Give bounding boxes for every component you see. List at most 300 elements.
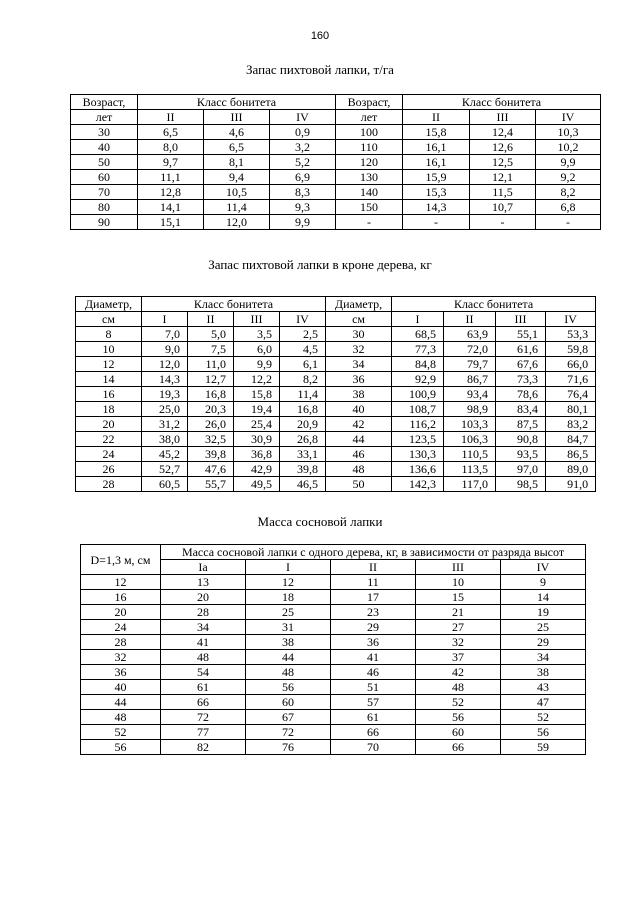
table-row: [71, 170, 601, 185]
table-cell: 15,9: [403, 170, 470, 185]
table-cell: 66: [331, 725, 416, 740]
table-cell: 130: [336, 170, 403, 185]
table-cell: 6,5: [204, 140, 270, 155]
table1-title: Запас пихтовой лапки, т/га: [246, 62, 394, 77]
table-cell: 42,9: [234, 462, 280, 477]
table-cell: 16: [76, 387, 142, 402]
table-cell: 11,4: [280, 387, 326, 402]
table-cell: 49,5: [234, 477, 280, 492]
table-cell: 80: [71, 200, 138, 215]
table-cell: 5,2: [270, 155, 336, 170]
table-cell: 40: [81, 680, 161, 695]
table-cell: 52,7: [142, 462, 188, 477]
table-cell: 123,5: [392, 432, 444, 447]
table-cell: 100: [336, 125, 403, 140]
table-cell: 6,9: [270, 170, 336, 185]
table-row: [81, 665, 586, 680]
table-cell: 9,2: [536, 170, 601, 185]
table-cell: 46: [331, 665, 416, 680]
class-col: II: [444, 312, 496, 327]
table-cell: 44: [246, 650, 331, 665]
table-cell: 37: [416, 650, 501, 665]
table-cell: 61: [161, 680, 246, 695]
table-cell: 56: [416, 710, 501, 725]
table-cell: 52: [416, 695, 501, 710]
table-cell: 76,4: [546, 387, 596, 402]
table-cell: 55,7: [188, 477, 234, 492]
table-cell: 92,9: [392, 372, 444, 387]
class-header: Класс бонитета: [142, 297, 326, 312]
table-cell: 11,0: [188, 357, 234, 372]
table-cell: 39,8: [188, 447, 234, 462]
table-cell: 83,2: [546, 417, 596, 432]
table-cell: 32: [326, 342, 392, 357]
table-cell: 60: [71, 170, 138, 185]
table-cell: -: [536, 215, 601, 230]
table-cell: 82: [161, 740, 246, 755]
table-cell: 60: [246, 695, 331, 710]
table-cell: 9,3: [270, 200, 336, 215]
table-cell: 46: [326, 447, 392, 462]
table-cell: 41: [331, 650, 416, 665]
table-cell: 78,6: [496, 387, 546, 402]
table-cell: 14: [76, 372, 142, 387]
table-cell: 7,5: [188, 342, 234, 357]
table-cell: 32: [81, 650, 161, 665]
table-cell: 73,3: [496, 372, 546, 387]
diam-header-1: Диаметр,: [76, 297, 142, 312]
table-cell: 48: [326, 462, 392, 477]
table-cell: 9,9: [234, 357, 280, 372]
table-cell: 70: [71, 185, 138, 200]
table-cell: 61: [331, 710, 416, 725]
table-cell: 30,9: [234, 432, 280, 447]
table-cell: 19: [501, 605, 586, 620]
table-cell: 50: [326, 477, 392, 492]
table-row: [76, 447, 596, 462]
table-cell: 56: [246, 680, 331, 695]
table-cell: 40: [71, 140, 138, 155]
table-cell: 32,5: [188, 432, 234, 447]
table-cell: 80,1: [546, 402, 596, 417]
table-cell: 34: [326, 357, 392, 372]
table-cell: 4,5: [280, 342, 326, 357]
class-col: II: [403, 110, 470, 125]
table-cell: 72: [161, 710, 246, 725]
age-header-1: Возраст,: [336, 95, 403, 110]
table-cell: 9,4: [204, 170, 270, 185]
table-cell: 116,2: [392, 417, 444, 432]
table-row: [76, 417, 596, 432]
table-cell: 48: [81, 710, 161, 725]
table-cell: 16,1: [403, 140, 470, 155]
table-cell: 100,9: [392, 387, 444, 402]
table-cell: 29: [331, 620, 416, 635]
table-cell: 21: [416, 605, 501, 620]
table-cell: 48: [246, 665, 331, 680]
table-cell: 11,5: [470, 185, 536, 200]
table-cell: 12,4: [470, 125, 536, 140]
height-class-col: I: [246, 560, 331, 575]
table-cell: 9,9: [270, 215, 336, 230]
table-cell: 36: [326, 372, 392, 387]
table-cell: 28: [76, 477, 142, 492]
table-cell: 31: [246, 620, 331, 635]
table-cell: 91,0: [546, 477, 596, 492]
table-cell: 53,3: [546, 327, 596, 342]
table-cell: 31,2: [142, 417, 188, 432]
table-cell: 15,1: [138, 215, 204, 230]
table-cell: 20: [81, 605, 161, 620]
table-cell: 36: [81, 665, 161, 680]
table-row: [76, 342, 596, 357]
table-cell: 84,7: [546, 432, 596, 447]
table-cell: 17: [331, 590, 416, 605]
class-col: II: [138, 110, 204, 125]
table-cell: 72: [246, 725, 331, 740]
table-row: [71, 215, 601, 230]
table-cell: 52: [81, 725, 161, 740]
table-row: [71, 200, 601, 215]
table-cell: 57: [331, 695, 416, 710]
diam-header-2: см: [76, 312, 142, 327]
table-cell: 77,3: [392, 342, 444, 357]
table-row: [81, 620, 586, 635]
table-cell: 66: [161, 695, 246, 710]
table-cell: 56: [81, 740, 161, 755]
table-cell: 38,0: [142, 432, 188, 447]
class-col: I: [392, 312, 444, 327]
table-cell: 14,1: [138, 200, 204, 215]
table-row: [81, 695, 586, 710]
table-cell: 23: [331, 605, 416, 620]
table-cell: 83,4: [496, 402, 546, 417]
table-cell: 52: [501, 710, 586, 725]
table-cell: 47: [501, 695, 586, 710]
page-number: 160: [310, 30, 330, 42]
table-cell: 39,8: [280, 462, 326, 477]
table-cell: 26,0: [188, 417, 234, 432]
table-cell: 25: [501, 620, 586, 635]
table-cell: 16,1: [403, 155, 470, 170]
table-cell: 60: [416, 725, 501, 740]
table-cell: 48: [161, 650, 246, 665]
table-cell: 41: [161, 635, 246, 650]
table-cell: 3,5: [234, 327, 280, 342]
table-cell: 20,9: [280, 417, 326, 432]
table-cell: 4,6: [204, 125, 270, 140]
table-cell: 0,9: [270, 125, 336, 140]
table-cell: 15,3: [403, 185, 470, 200]
age-header-2: лет: [71, 110, 138, 125]
table-row: [76, 327, 596, 342]
table-cell: 6,5: [138, 125, 204, 140]
table-cell: 2,5: [280, 327, 326, 342]
table-row: [71, 155, 601, 170]
table-cell: 8: [76, 327, 142, 342]
table-cell: 117,0: [444, 477, 496, 492]
table-cell: 9,7: [138, 155, 204, 170]
height-class-col: III: [416, 560, 501, 575]
table-cell: 19,4: [234, 402, 280, 417]
table-row: [76, 387, 596, 402]
table-cell: 15,8: [403, 125, 470, 140]
table-row: [76, 432, 596, 447]
table-cell: 42: [326, 417, 392, 432]
table-cell: 38: [501, 665, 586, 680]
table-cell: 47,6: [188, 462, 234, 477]
table-row: [81, 725, 586, 740]
table-row: [81, 605, 586, 620]
table-row: [71, 125, 601, 140]
table-cell: 12,5: [470, 155, 536, 170]
table-cell: 28: [161, 605, 246, 620]
table-cell: 8,1: [204, 155, 270, 170]
table-cell: 84,8: [392, 357, 444, 372]
table-cell: 5,0: [188, 327, 234, 342]
table-cell: 38: [246, 635, 331, 650]
table-row: [76, 477, 596, 492]
table-row: [81, 590, 586, 605]
table-cell: 60,5: [142, 477, 188, 492]
table-cell: 26: [76, 462, 142, 477]
table-cell: 87,5: [496, 417, 546, 432]
table-cell: 18: [246, 590, 331, 605]
table-cell: 20: [161, 590, 246, 605]
table-cell: 90: [71, 215, 138, 230]
table-cell: 26,8: [280, 432, 326, 447]
table-cell: 108,7: [392, 402, 444, 417]
d-header: D=1,3 м, см: [81, 545, 161, 575]
table-cell: 48: [416, 680, 501, 695]
table-cell: 9,0: [142, 342, 188, 357]
table-cell: 93,5: [496, 447, 546, 462]
table-cell: 12,1: [470, 170, 536, 185]
height-class-col: IV: [501, 560, 586, 575]
table-cell: 93,4: [444, 387, 496, 402]
table-cell: 11,1: [138, 170, 204, 185]
table-cell: 51: [331, 680, 416, 695]
table-cell: 86,5: [546, 447, 596, 462]
table-row: [76, 357, 596, 372]
class-header: Класс бонитета: [392, 297, 596, 312]
fir-stock-table: [70, 94, 601, 230]
table-cell: 18: [76, 402, 142, 417]
table-cell: 32: [416, 635, 501, 650]
table-cell: 55,1: [496, 327, 546, 342]
table-cell: 56: [501, 725, 586, 740]
table-cell: 67,6: [496, 357, 546, 372]
table-cell: 15,8: [234, 387, 280, 402]
diam-header-1: Диаметр,: [326, 297, 392, 312]
table-cell: 66: [416, 740, 501, 755]
table-cell: 90,8: [496, 432, 546, 447]
class-col: III: [204, 110, 270, 125]
table-cell: 28: [81, 635, 161, 650]
table-cell: 98,9: [444, 402, 496, 417]
age-header-2: лет: [336, 110, 403, 125]
table-cell: 110,5: [444, 447, 496, 462]
table-cell: 12,0: [142, 357, 188, 372]
table-cell: 106,3: [444, 432, 496, 447]
table-cell: 12,0: [204, 215, 270, 230]
table-row: [81, 740, 586, 755]
class-header: Класс бонитета: [403, 95, 601, 110]
table-cell: 12,8: [138, 185, 204, 200]
table-cell: 36: [331, 635, 416, 650]
table-cell: 77: [161, 725, 246, 740]
table-cell: 7,0: [142, 327, 188, 342]
table-cell: 6,1: [280, 357, 326, 372]
table-cell: 29: [501, 635, 586, 650]
fir-crown-table: [75, 296, 596, 492]
table-cell: -: [336, 215, 403, 230]
table-cell: 71,6: [546, 372, 596, 387]
class-col: III: [496, 312, 546, 327]
table-cell: 27: [416, 620, 501, 635]
table-cell: 25,4: [234, 417, 280, 432]
table-cell: 3,2: [270, 140, 336, 155]
table-cell: 9,9: [536, 155, 601, 170]
table-cell: 98,5: [496, 477, 546, 492]
table-cell: 38: [326, 387, 392, 402]
table-cell: 97,0: [496, 462, 546, 477]
table-cell: 13: [161, 575, 246, 590]
table-row: [71, 140, 601, 155]
table-cell: 20: [76, 417, 142, 432]
table-cell: 25,0: [142, 402, 188, 417]
table2-title: Запас пихтовой лапки в кроне дерева, кг: [208, 257, 432, 272]
table-cell: 10: [416, 575, 501, 590]
class-col: III: [234, 312, 280, 327]
table-cell: 36,8: [234, 447, 280, 462]
table3-title: Масса сосновой лапки: [257, 514, 383, 529]
table-row: [76, 462, 596, 477]
table-cell: 8,3: [270, 185, 336, 200]
table-cell: 40: [326, 402, 392, 417]
table-cell: 8,0: [138, 140, 204, 155]
class-col: II: [188, 312, 234, 327]
class-col: IV: [270, 110, 336, 125]
age-header-1: Возраст,: [71, 95, 138, 110]
table-cell: 25: [246, 605, 331, 620]
table-cell: 16: [81, 590, 161, 605]
table-cell: 66,0: [546, 357, 596, 372]
table-cell: 120: [336, 155, 403, 170]
table-cell: 12: [76, 357, 142, 372]
table-cell: 12,6: [470, 140, 536, 155]
table-cell: -: [470, 215, 536, 230]
table-cell: 54: [161, 665, 246, 680]
table-cell: 130,3: [392, 447, 444, 462]
table-cell: 110: [336, 140, 403, 155]
class-header: Класс бонитета: [138, 95, 336, 110]
table-cell: 89,0: [546, 462, 596, 477]
table-row: [81, 680, 586, 695]
table-cell: 10,5: [204, 185, 270, 200]
table-cell: 42: [416, 665, 501, 680]
height-class-col: II: [331, 560, 416, 575]
table-cell: -: [403, 215, 470, 230]
table-cell: 10: [76, 342, 142, 357]
table-cell: 10,2: [536, 140, 601, 155]
table-cell: 14,3: [142, 372, 188, 387]
table-cell: 61,6: [496, 342, 546, 357]
table-cell: 16,8: [280, 402, 326, 417]
table-cell: 63,9: [444, 327, 496, 342]
table-cell: 12,7: [188, 372, 234, 387]
table-cell: 10,3: [536, 125, 601, 140]
table-cell: 150: [336, 200, 403, 215]
table-cell: 45,2: [142, 447, 188, 462]
table-cell: 19,3: [142, 387, 188, 402]
diam-header-2: см: [326, 312, 392, 327]
table-cell: 30: [71, 125, 138, 140]
height-class-col: Ia: [161, 560, 246, 575]
table-cell: 67: [246, 710, 331, 725]
table-cell: 86,7: [444, 372, 496, 387]
table-cell: 11: [331, 575, 416, 590]
table-cell: 34: [501, 650, 586, 665]
table-cell: 136,6: [392, 462, 444, 477]
table-row: [76, 372, 596, 387]
table-cell: 10,7: [470, 200, 536, 215]
table-row: [71, 185, 601, 200]
table-cell: 140: [336, 185, 403, 200]
table-cell: 113,5: [444, 462, 496, 477]
class-col: IV: [546, 312, 596, 327]
mass-header: Масса сосновой лапки с одного дерева, кг, в зависимости от разряда высот: [161, 545, 586, 560]
table-cell: 43: [501, 680, 586, 695]
table-cell: 103,3: [444, 417, 496, 432]
class-col: III: [470, 110, 536, 125]
table-cell: 44: [326, 432, 392, 447]
table-cell: 12: [81, 575, 161, 590]
table-cell: 11,4: [204, 200, 270, 215]
table-row: [81, 650, 586, 665]
table-cell: 59,8: [546, 342, 596, 357]
table-cell: 8,2: [536, 185, 601, 200]
table-row: [81, 710, 586, 725]
table-cell: 12,2: [234, 372, 280, 387]
table-cell: 50: [71, 155, 138, 170]
table-cell: 70: [331, 740, 416, 755]
table-cell: 14: [501, 590, 586, 605]
table-cell: 16,8: [188, 387, 234, 402]
table-row: [81, 635, 586, 650]
table-cell: 76: [246, 740, 331, 755]
table-cell: 33,1: [280, 447, 326, 462]
class-col: IV: [536, 110, 601, 125]
table-cell: 6,0: [234, 342, 280, 357]
table-cell: 15: [416, 590, 501, 605]
table-cell: 79,7: [444, 357, 496, 372]
table-cell: 44: [81, 695, 161, 710]
table-cell: 24: [76, 447, 142, 462]
table-cell: 12: [246, 575, 331, 590]
table-cell: 72,0: [444, 342, 496, 357]
table-cell: 59: [501, 740, 586, 755]
table-cell: 30: [326, 327, 392, 342]
table-cell: 20,3: [188, 402, 234, 417]
table-cell: 68,5: [392, 327, 444, 342]
table-cell: 9: [501, 575, 586, 590]
table-cell: 6,8: [536, 200, 601, 215]
table-cell: 46,5: [280, 477, 326, 492]
table-cell: 8,2: [280, 372, 326, 387]
pine-mass-table: [80, 544, 586, 755]
table-cell: 34: [161, 620, 246, 635]
